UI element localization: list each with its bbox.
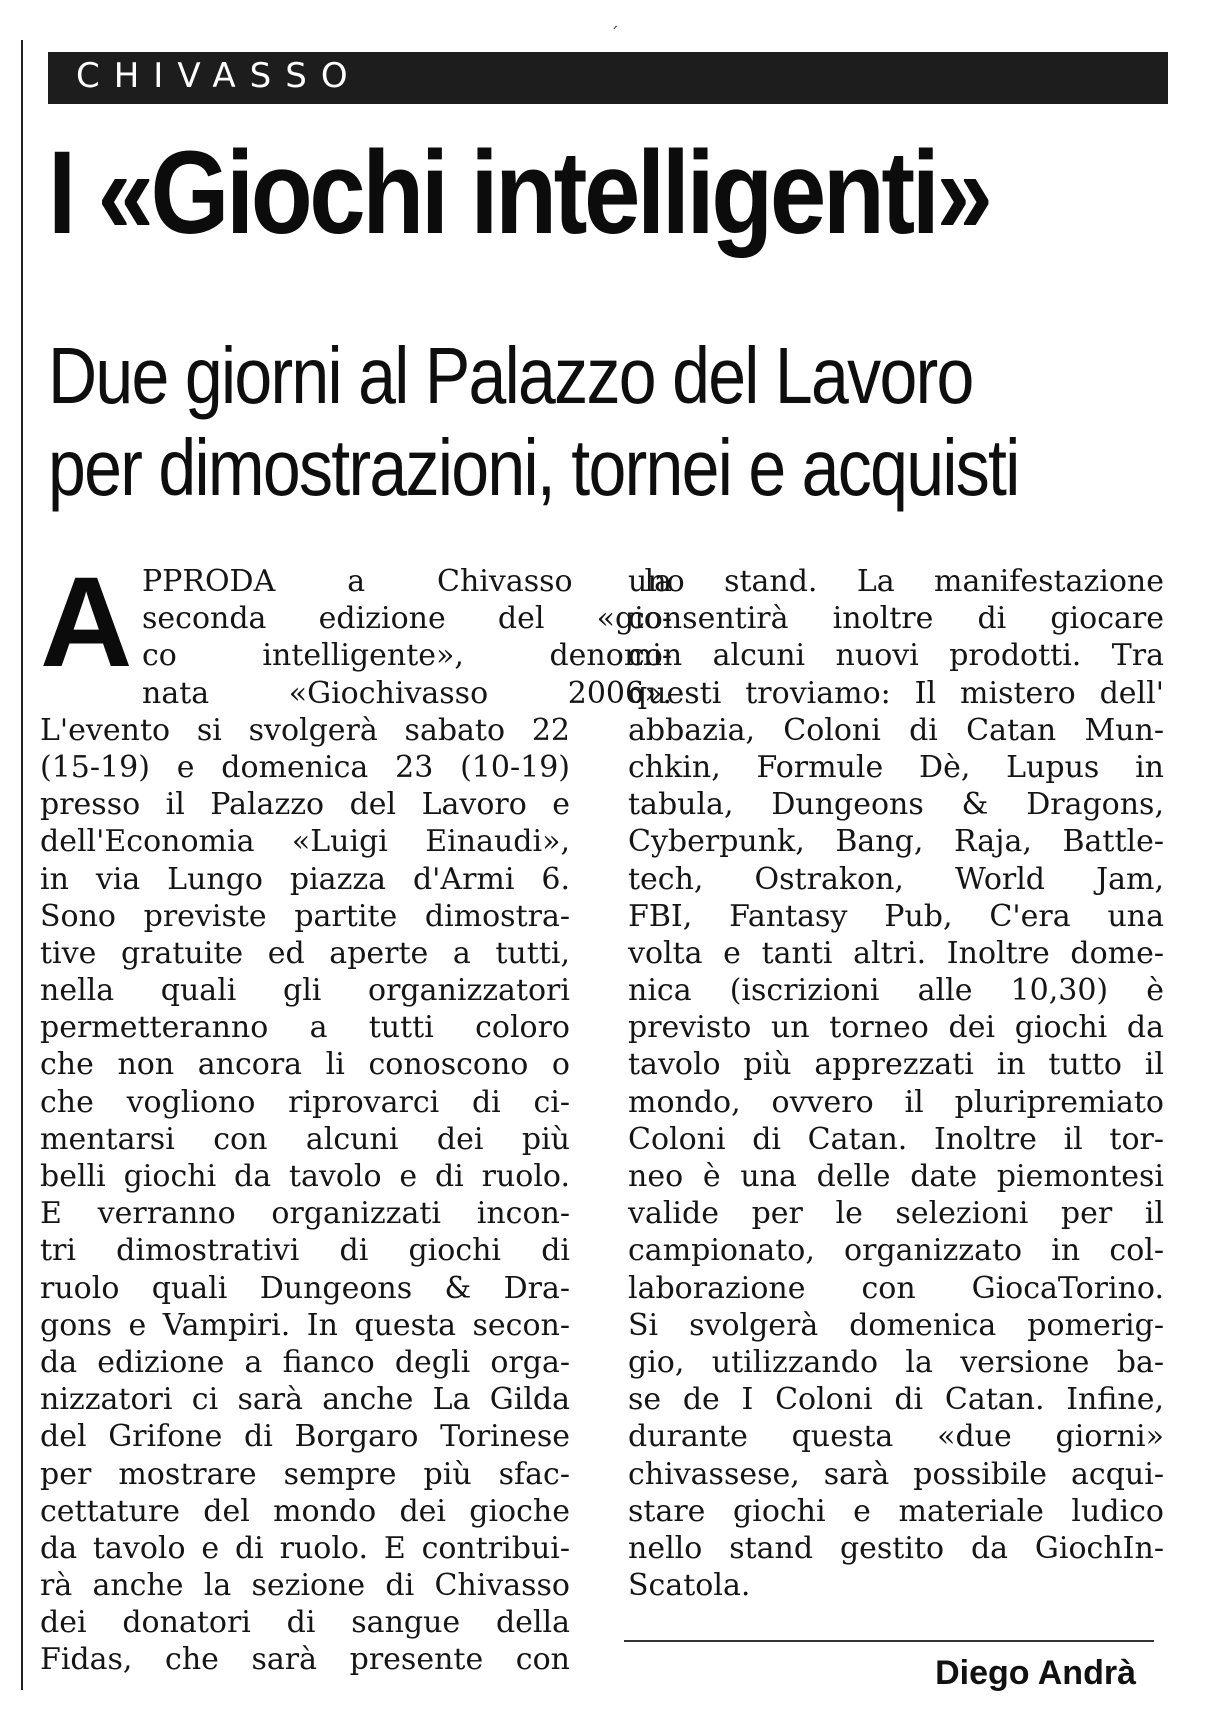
article-line: nata «Giochivasso 2006». bbox=[142, 675, 672, 711]
article-line: chivassese, sarà possibile acqui- bbox=[628, 1456, 1164, 1492]
article-line: E verranno organizzati incon- bbox=[40, 1196, 570, 1232]
article-line: neo è una delle date piemontesi bbox=[628, 1159, 1164, 1194]
article-line: previsto un torneo dei giochi da bbox=[628, 1010, 1164, 1046]
article-line: gons e Vampiri. In questa secon- bbox=[40, 1307, 570, 1343]
article-line: Scatola. bbox=[628, 1568, 751, 1604]
subhead-line: per dimostrazioni, tornei e acquisti bbox=[48, 423, 1019, 512]
article-line: campionato, organizzato in col- bbox=[628, 1233, 1164, 1269]
article-line: tive gratuite ed aperte a tutti, bbox=[40, 935, 570, 971]
article-line: Cyberpunk, Bang, Raja, Battle- bbox=[628, 824, 1164, 860]
article-column-right bbox=[628, 563, 1164, 1604]
article-line: volta e tanti altri. Inoltre dome- bbox=[628, 935, 1164, 971]
article-line: questi troviamo: Il mistero dell' bbox=[628, 675, 1164, 711]
article-line: seconda edizione del «gio- bbox=[142, 601, 672, 637]
article-line: mentarsi con alcuni dei più bbox=[40, 1121, 570, 1157]
subhead bbox=[48, 330, 1034, 514]
article-line: PPRODA a Chivasso la bbox=[142, 564, 672, 599]
article-line: da edizione a fianco degli orga- bbox=[40, 1344, 570, 1380]
article-line: con alcuni nuovi prodotti. Tra bbox=[628, 638, 1164, 674]
article-line: rà anche la sezione di Chivasso bbox=[40, 1568, 570, 1604]
article-line: se de I Coloni di Catan. Infine, bbox=[628, 1382, 1164, 1418]
subhead-line: Due giorni al Palazzo del Lavoro bbox=[48, 331, 973, 420]
section-label: CHIVASSO bbox=[76, 56, 362, 96]
byline: Diego Andrà bbox=[935, 1654, 1136, 1692]
section-bar bbox=[48, 52, 1168, 104]
article-line: dell'Economia «Luigi Einaudi», bbox=[40, 824, 570, 860]
article-column-left bbox=[40, 551, 672, 1679]
article-line: laborazione con GiocaTorino. bbox=[628, 1270, 1164, 1306]
article-line: FBI, Fantasy Pub, C'era una bbox=[628, 898, 1164, 934]
article-line: dei donatori di sangue della bbox=[40, 1605, 570, 1641]
dropcap: A bbox=[40, 551, 133, 694]
article-line: permetteranno a tutti coloro bbox=[40, 1010, 570, 1046]
article-line: gio, utilizzando la versione ba- bbox=[628, 1344, 1164, 1380]
headline: I «Giochi intelligenti» bbox=[48, 127, 990, 259]
scan-mark: ˊ bbox=[610, 24, 619, 45]
article-line: valide per le selezioni per il bbox=[628, 1196, 1164, 1232]
article-line: da tavolo e di ruolo. E contribui- bbox=[40, 1530, 570, 1566]
page-edge-rule bbox=[21, 40, 23, 1690]
article-line: del Grifone di Borgaro Torinese bbox=[40, 1419, 570, 1455]
byline-rule bbox=[624, 1640, 1154, 1642]
article-line: durante questa «due giorni» bbox=[628, 1419, 1164, 1455]
article-line: tri dimostrativi di giochi di bbox=[40, 1233, 570, 1269]
article-line: Si svolgerà domenica pomerig- bbox=[628, 1307, 1164, 1343]
article-line: Sono previste partite dimostra- bbox=[40, 898, 570, 934]
article-line: nella quali gli organizzatori bbox=[40, 973, 570, 1009]
article-line: per mostrare sempre più sfac- bbox=[40, 1456, 570, 1492]
article-line: belli giochi da tavolo e di ruolo. bbox=[40, 1159, 570, 1194]
article-line: mondo, ovvero il pluripremiato bbox=[628, 1084, 1164, 1120]
article-line: (15-19) e domenica 23 (10-19) bbox=[40, 749, 570, 785]
article-line: consentirà inoltre di giocare bbox=[628, 601, 1164, 637]
article-line: nica (iscrizioni alle 10,30) è bbox=[628, 973, 1164, 1009]
article-line: uno stand. La manifestazione bbox=[628, 564, 1164, 599]
article-line: stare giochi e materiale ludico bbox=[628, 1493, 1164, 1529]
article-line: nizzatori ci sarà anche La Gilda bbox=[40, 1382, 570, 1418]
article-line: chkin, Formule Dè, Lupus in bbox=[628, 749, 1164, 785]
article-line: ruolo quali Dungeons & Dra- bbox=[40, 1270, 570, 1306]
article-line: nello stand gestito da GiochIn- bbox=[628, 1530, 1164, 1566]
article-line: in via Lungo piazza d'Armi 6. bbox=[40, 861, 570, 897]
article-line: cettature del mondo dei gioche bbox=[40, 1493, 570, 1529]
article-line: tavolo più apprezzati in tutto il bbox=[628, 1047, 1164, 1083]
article-line: presso il Palazzo del Lavoro e bbox=[40, 787, 570, 823]
article-line: co intelligente», denomi- bbox=[142, 638, 672, 674]
article-line: tabula, Dungeons & Dragons, bbox=[628, 787, 1164, 823]
article-line: che non ancora li conoscono o bbox=[40, 1047, 570, 1083]
article-line: abbazia, Coloni di Catan Mun- bbox=[628, 712, 1164, 748]
article-line: Coloni di Catan. Inoltre il tor- bbox=[628, 1121, 1164, 1157]
article-line: che vogliono riprovarci di ci- bbox=[40, 1084, 570, 1120]
article-line: L'evento si svolgerà sabato 22 bbox=[40, 712, 570, 748]
article-line: tech, Ostrakon, World Jam, bbox=[628, 861, 1164, 897]
article-line: Fidas, che sarà presente con bbox=[40, 1642, 570, 1678]
